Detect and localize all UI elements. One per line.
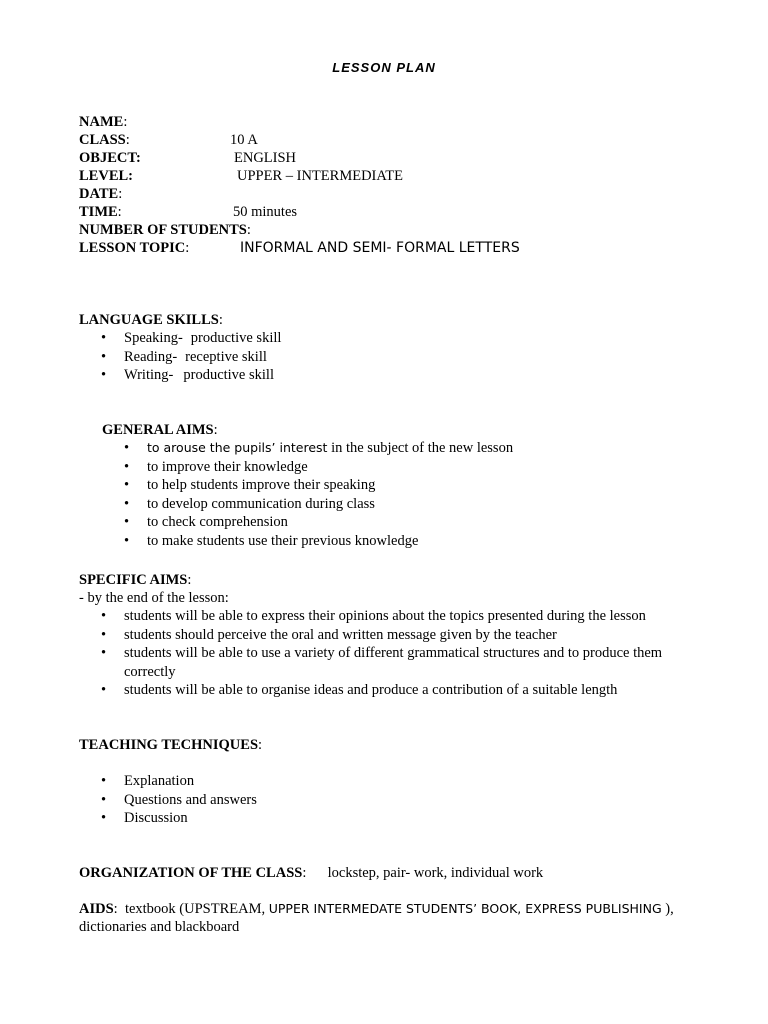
students-row: NUMBER OF STUDENTS: <box>79 222 251 238</box>
lesson-header <box>79 113 719 257</box>
level-label: LEVEL: <box>79 168 133 184</box>
language-skills-section: LANGUAGE SKILLS: • Speaking- productive skill • Reading- receptive skill • Writing- productive skill <box>79 311 719 385</box>
time-value: 50 minutes <box>233 204 298 220</box>
specific-aims-heading: SPECIFIC AIMS <box>79 572 188 588</box>
time-row: TIME: 50 minutes <box>79 204 298 220</box>
topic-value: INFORMAL AND SEMI- FORMAL LETTERS <box>240 240 520 256</box>
name-label: NAME <box>79 114 124 130</box>
class-row: CLASS: 10 A <box>79 132 258 148</box>
teaching-techniques-heading: TEACHING TECHNIQUES <box>79 737 259 753</box>
aids-book-title: UPPER INTERMEDATE STUDENTS’ BOOK, EXPRESS PUBLISHING <box>268 901 662 916</box>
specific-aims-list <box>79 607 694 700</box>
list-item: • to develop communication during class <box>102 495 722 514</box>
list-item: • students will be able to use a variety of different grammatical structures and to produce them correctly <box>79 644 694 681</box>
date-label: DATE <box>79 186 119 202</box>
topic-label: LESSON TOPIC <box>79 240 186 256</box>
general-aims-list <box>102 439 722 550</box>
list-item: • Explanation <box>79 772 719 791</box>
list-item: • to arouse the pupils’ interest in the subject of the new lesson <box>102 439 722 458</box>
specific-aims-intro: - by the end of the lesson: <box>79 590 229 606</box>
list-item: • students should perceive the oral and written message given by the teacher <box>79 626 694 645</box>
object-value: ENGLISH <box>234 150 297 166</box>
list-item: • to help students improve their speaking <box>102 476 722 495</box>
list-item: • Discussion <box>79 809 719 828</box>
aids-section: AIDS: textbook (UPSTREAM, UPPER INTERMEDATE STUDENTS’ BOOK, EXPRESS PUBLISHING ), dictionaries and blackboard <box>79 900 719 936</box>
object-row <box>79 149 719 167</box>
class-value: 10 A <box>230 132 258 148</box>
specific-aims-section: SPECIFIC AIMS: - by the end of the lesson: • students will be able to express their opinions about the topics presented during the lesson • students should perceive the oral and written message given by the teacher • students will be able to use a variety of different grammatical structures and to produce them correctly • students will be able to organise ideas and produce a contribution of a suitable length <box>79 571 719 700</box>
time-label: TIME <box>79 204 118 220</box>
class-label: CLASS <box>79 132 126 148</box>
level-value: UPPER – INTERMEDIATE <box>237 168 403 184</box>
list-item: • to check comprehension <box>102 513 722 532</box>
list-item: • Writing- productive skill <box>79 366 719 385</box>
list-item: • students will be able to express their opinions about the topics presented during the lesson <box>79 607 694 626</box>
aids-line2: dictionaries and blackboard <box>79 919 240 935</box>
organization-heading: ORGANIZATION OF THE CLASS <box>79 865 303 881</box>
language-skills-heading: LANGUAGE SKILLS <box>79 312 219 328</box>
list-item: • to make students use their previous knowledge <box>102 532 722 551</box>
language-skills-list <box>79 329 719 385</box>
general-aims-section: GENERAL AIMS: • to arouse the pupils’ interest in the subject of the new lesson • to improve their knowledge • to help students improve their speaking • to develop communication during class • to check comprehension • to make students use their previous knowledge <box>102 421 722 550</box>
level-row <box>79 167 719 185</box>
teaching-techniques-section: TEACHING TECHNIQUES: • Explanation • Questions and answers • Discussion <box>79 736 719 828</box>
object-label: OBJECT: <box>79 150 141 166</box>
aids-textbook: textbook (UPSTREAM, <box>124 901 269 917</box>
document-title: LESSON PLAN <box>332 60 436 75</box>
list-item: • to improve their knowledge <box>102 458 722 477</box>
list-item: • Questions and answers <box>79 791 719 810</box>
organization-section: ORGANIZATION OF THE CLASS: lockstep, pair- work, individual work <box>79 865 544 881</box>
students-label: NUMBER OF STUDENTS <box>79 222 247 238</box>
date-row: DATE: <box>79 186 123 202</box>
list-item: • students will be able to organise ideas and produce a contribution of a suitable length <box>79 681 694 700</box>
list-item: • Speaking- productive skill <box>79 329 719 348</box>
general-aims-heading: GENERAL AIMS <box>102 422 214 438</box>
topic-row: LESSON TOPIC: INFORMAL AND SEMI- FORMAL LETTERS <box>79 240 520 256</box>
name-row: NAME: <box>79 114 128 130</box>
list-item: • Reading- receptive skill <box>79 348 719 367</box>
organization-value: lockstep, pair- work, individual work <box>327 865 544 881</box>
aids-heading: AIDS <box>79 901 114 917</box>
aids-close: ), <box>661 901 674 917</box>
teaching-techniques-list <box>79 772 719 828</box>
